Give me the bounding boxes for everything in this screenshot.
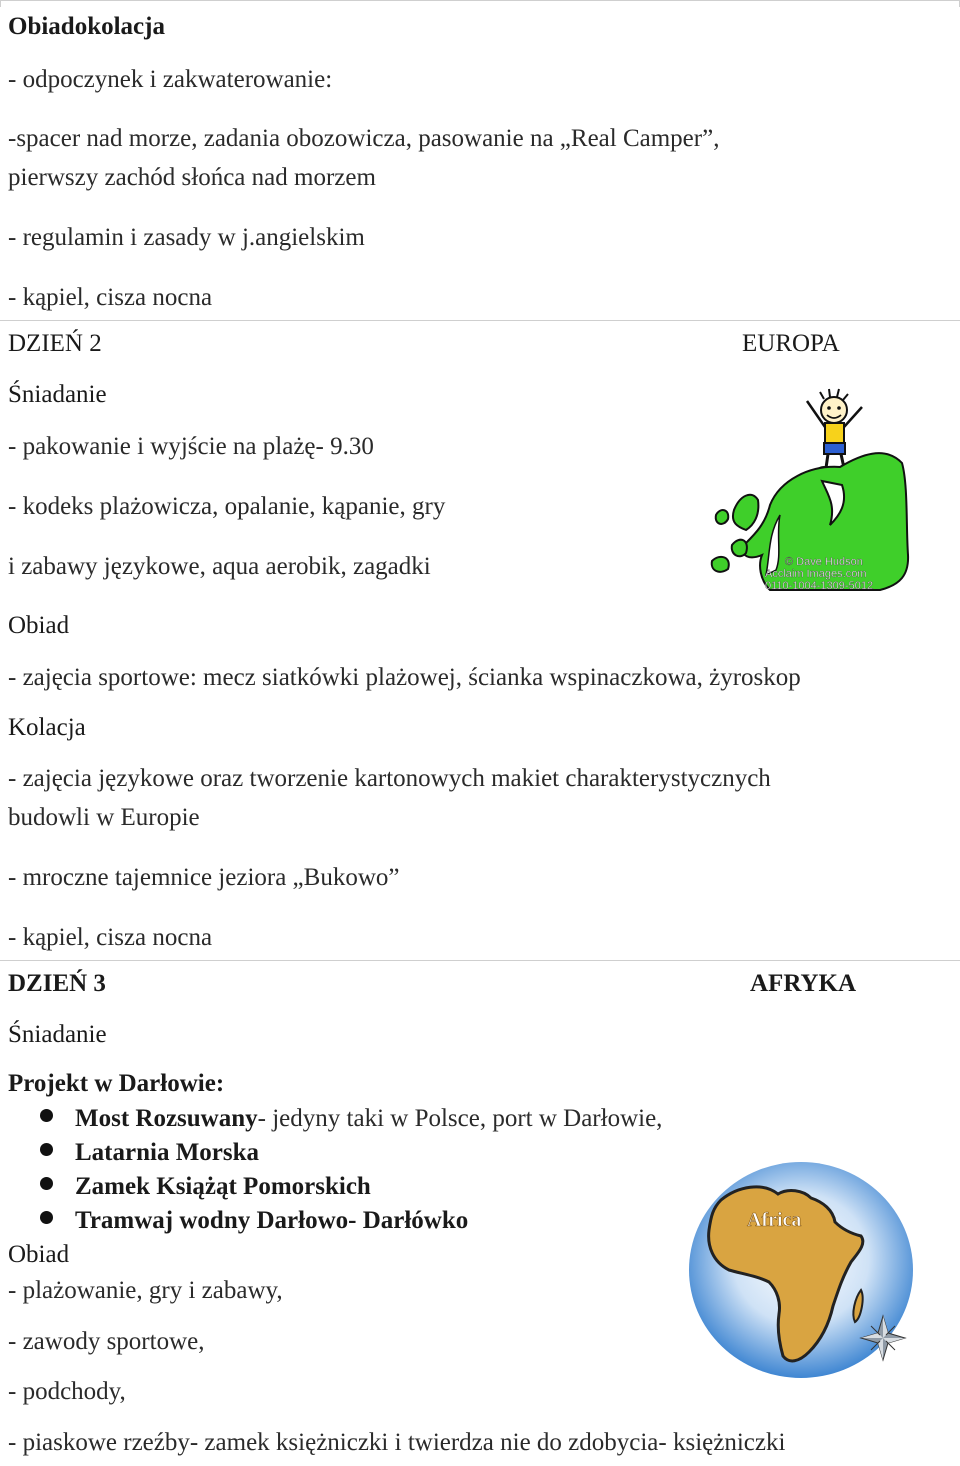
day1-line-5: - kąpiel, cisza nocna [8, 284, 213, 311]
day1-line-2: -spacer nad morze, zadania obozowicza, pasowanie na „Real Camper”, [8, 125, 720, 152]
section-divider [0, 320, 960, 321]
day1-line-1: - odpoczynek i zakwaterowanie: [8, 66, 333, 93]
day2-dinner-line-2: budowli w Europie [8, 804, 200, 831]
day2-lunch: Obiad [8, 612, 70, 639]
project-item [40, 1170, 371, 1204]
bullet-icon [40, 1177, 53, 1190]
day3-line-2: - zawody sportowe, [8, 1328, 205, 1355]
project-item-name: Latarnia Morska [75, 1139, 260, 1166]
project-item [40, 1204, 468, 1238]
day2-breakfast-line-3: i zabawy językowe, aqua aerobik, zagadki [8, 553, 431, 580]
project-item-name: Most Rozsuwany [75, 1105, 258, 1132]
day3-lunch: Obiad [8, 1241, 70, 1268]
watermark-line-1: © Dave Hudson [785, 556, 863, 568]
day2-dinner: Kolacja [8, 714, 86, 741]
day3-breakfast: Śniadanie [8, 1021, 107, 1048]
day3-title: DZIEŃ 3 [8, 970, 106, 997]
day1-line-4: - regulamin i zasady w j.angielskim [8, 224, 365, 251]
project-item-name: Tramwaj wodny Darłowo- Darłówko [75, 1207, 469, 1234]
day2-breakfast-line-1: - pakowanie i wyjście na plażę- 9.30 [8, 433, 374, 460]
day2-breakfast: Śniadanie [8, 381, 107, 408]
day1-meal-title: Obiadokolacja [8, 13, 165, 40]
day3-continent: AFRYKA [750, 970, 857, 997]
day2-dinner-line-1: - zajęcia językowe oraz tworzenie kartonowych makiet charakterystycznych [8, 765, 771, 792]
day2-dinner-line-3: - mroczne tajemnice jeziora „Bukowo” [8, 864, 400, 891]
day3-line-1: - plażowanie, gry i zabawy, [8, 1277, 283, 1304]
bullet-icon [40, 1109, 53, 1122]
day2-title: DZIEŃ 2 [8, 330, 102, 357]
project-item [40, 1136, 259, 1170]
day3-project-title: Projekt w Darłowie: [8, 1070, 225, 1097]
watermark-line-2: Acclaim Images.com [765, 568, 867, 580]
bullet-icon [40, 1211, 53, 1224]
day3-line-3: - podchody, [8, 1378, 126, 1405]
project-item-desc: - jedyny taki w Polsce, port w Darłowie, [257, 1105, 663, 1132]
day2-dinner-line-4: - kąpiel, cisza nocna [8, 924, 213, 951]
section-divider [0, 960, 960, 961]
table-top-border [0, 0, 960, 7]
project-item-name: Zamek Książąt Pomorskich [75, 1173, 371, 1200]
africa-map-image [683, 1158, 923, 1398]
project-item [40, 1102, 662, 1136]
bullet-icon [40, 1143, 53, 1156]
day2-continent: EUROPA [742, 330, 840, 357]
day3-line-4: - piaskowe rzeźby- zamek księżniczki i twierdza nie do zdobycia- księżniczki [8, 1429, 786, 1456]
africa-label: Africa [747, 1209, 802, 1231]
day2-lunch-line: - zajęcia sportowe: mecz siatkówki plażowej, ścianka wspinaczkowa, żyroskop [8, 664, 801, 691]
watermark-line-3: 0110-1004-1309-5012 [765, 580, 874, 592]
day1-line-3: pierwszy zachód słońca nad morzem [8, 164, 376, 191]
day2-breakfast-line-2: - kodeks plażowicza, opalanie, kąpanie, gry [8, 493, 446, 520]
europe-map-image [710, 385, 910, 595]
